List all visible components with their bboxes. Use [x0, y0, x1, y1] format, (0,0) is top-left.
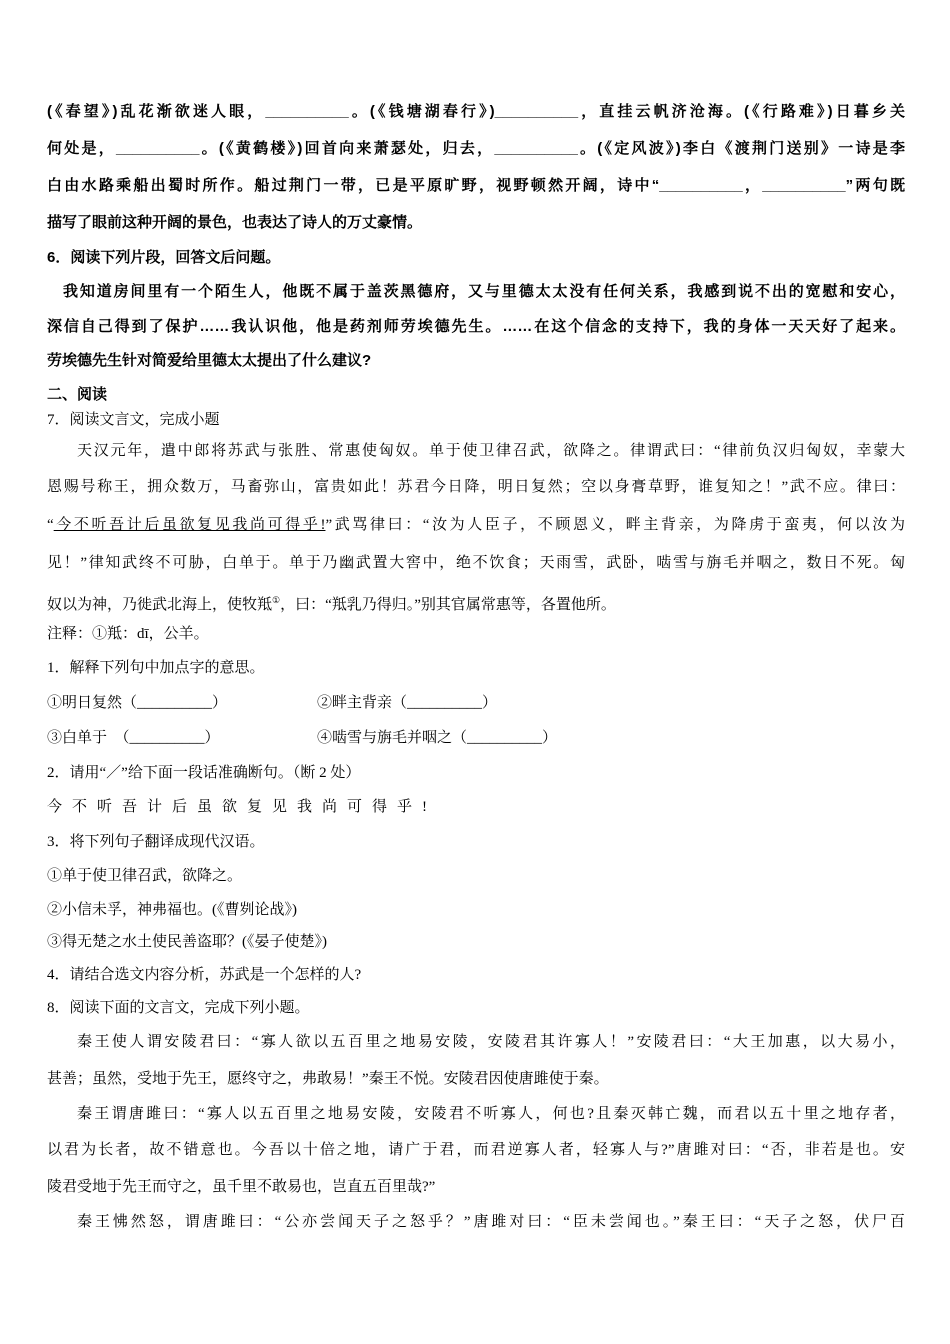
passage-line: 以君为长者，故不错意也。今吾以十倍之地，请广于君，而君逆寡人者，轻寡人与?”唐雎对曰：“否，非若是也。安 [47, 1142, 905, 1158]
blank-item: ①明日复然（__________） [47, 695, 228, 711]
footnote-marker: ① [272, 595, 281, 605]
text-line: 何处是，__________。(《黄鹤楼》)回首向来萧瑟处，归去，__________。(《定风波》)李白《渡荆门送别》一诗是李 [47, 140, 905, 157]
passage-text: ，曰：“羝乳乃得归。”别其官属常惠等，各置他所。 [280, 597, 616, 613]
passage-line [47, 590, 905, 615]
punctuation-text: 今不听吾计后虽欲复见我尚可得乎! [47, 799, 437, 815]
passage-line: 天汉元年，遣中郎将苏武与张胜、常惠使匈奴。单于使卫律召武，欲降之。律谓武曰：“律前负汉归匈奴，幸蒙大 [77, 443, 905, 459]
passage-line: 甚善；虽然，受地于先王，愿终守之，弗敢易！”秦王不悦。安陵君因使唐雎使于秦。 [47, 1071, 609, 1087]
text-line: (《春望》)乱花渐欲迷人眼，__________。(《钱塘湖春行》)__________，直挂云帆济沧海。(《行路难》)日暮乡关 [47, 103, 905, 120]
annotation: 注释：①羝：dī，公羊。 [47, 626, 209, 642]
question-title: 6．阅读下列片段，回答文后问题。 [47, 249, 281, 266]
translation-item: ②小信未孚，神弗福也。(《曹刿论战》) [47, 902, 297, 918]
text-line: 白由水路乘船出蜀时所作。船过荆门一带，已是平原旷野，视野顿然开阔，诗中“__________，__________”两句既 [47, 177, 905, 194]
blank-item: ②畔主背亲（__________） [317, 695, 498, 711]
blank-item: ③白单于 （__________） [47, 730, 220, 746]
text-line: 描写了眼前这种开阔的景色，也表达了诗人的万丈豪情。 [47, 214, 423, 231]
passage-line [47, 515, 905, 535]
passage-line: 秦王谓唐雎曰：“寡人以五百里之地易安陵，安陵君不听寡人，何也?且秦灭韩亡魏，而君以五十里之地存者， [77, 1106, 905, 1122]
passage-line: 秦王怫然怒，谓唐雎曰：“公亦尝闻天子之怒乎？”唐雎对曰：“臣未尝闻也。”秦王曰：“天子之怒，伏尸百 [77, 1214, 905, 1230]
sub-question: 3．将下列句子翻译成现代汉语。 [47, 834, 265, 850]
sub-question-items [47, 728, 905, 748]
passage-text: ”武骂律曰：“汝为人臣子，不顾恩义，畔主背亲，为降虏于蛮夷，何以汝为 [325, 517, 905, 533]
passage-line: 见！”律知武终不可胁，白单于。单于乃幽武置大窖中，绝不饮食；天雨雪，武卧，啮雪与旃毛并咽之，数日不死。匈 [47, 555, 905, 571]
passage-line: 秦王使人谓安陵君曰：“寡人欲以五百里之地易安陵，安陵君其许寡人！”安陵君曰：“大王加惠，以大易小， [77, 1034, 905, 1050]
question-text: 劳埃德先生针对简爱给里德太太提出了什么建议? [47, 352, 372, 369]
underlined-sentence: 今不听吾计后虽欲复见我尚可得乎! [53, 517, 326, 533]
translation-item: ①单于使卫律召武，欲降之。 [47, 868, 243, 884]
quote-mark: “ [47, 517, 54, 533]
section-heading: 二、阅读 [47, 386, 108, 403]
passage-line: 深信自己得到了保护……我认识他，他是药剂师劳埃德先生。……在这个信念的支持下，我的身体一天天好了起来。 [47, 318, 905, 335]
question-title: 8．阅读下面的文言文，完成下列小题。 [47, 1000, 310, 1016]
passage-line: 陵君受地于先王而守之，虽千里不敢易也，岂直五百里哉?” [47, 1179, 436, 1195]
sub-question: 2．请用“／”给下面一段话准确断句。（断 2 处） [47, 765, 361, 781]
sub-question: 4．请结合选文内容分析，苏武是一个怎样的人? [47, 967, 362, 983]
translation-item: ③得无楚之水土使民善盗耶？(《晏子使楚》) [47, 934, 327, 950]
passage-line: 我知道房间里有一个陌生人，他既不属于盖茨黑德府，又与里德太太没有任何关系，我感到说不出的宽慰和安心， [63, 283, 905, 300]
question-title: 7．阅读文言文，完成小题 [47, 412, 220, 428]
passage-text: 奴以为神，乃徙武北海上，使牧羝 [47, 597, 273, 613]
sub-question-items [47, 693, 905, 713]
sub-question: 1．解释下列句中加点字的意思。 [47, 660, 265, 676]
blank-item: ④啮雪与旃毛并咽之（__________） [317, 730, 558, 746]
passage-line: 恩赐号称王，拥众数万，马畜弥山，富贵如此！苏君今日降，明日复然；空以身膏草野，谁复知之！”武不应。律曰： [47, 479, 905, 495]
